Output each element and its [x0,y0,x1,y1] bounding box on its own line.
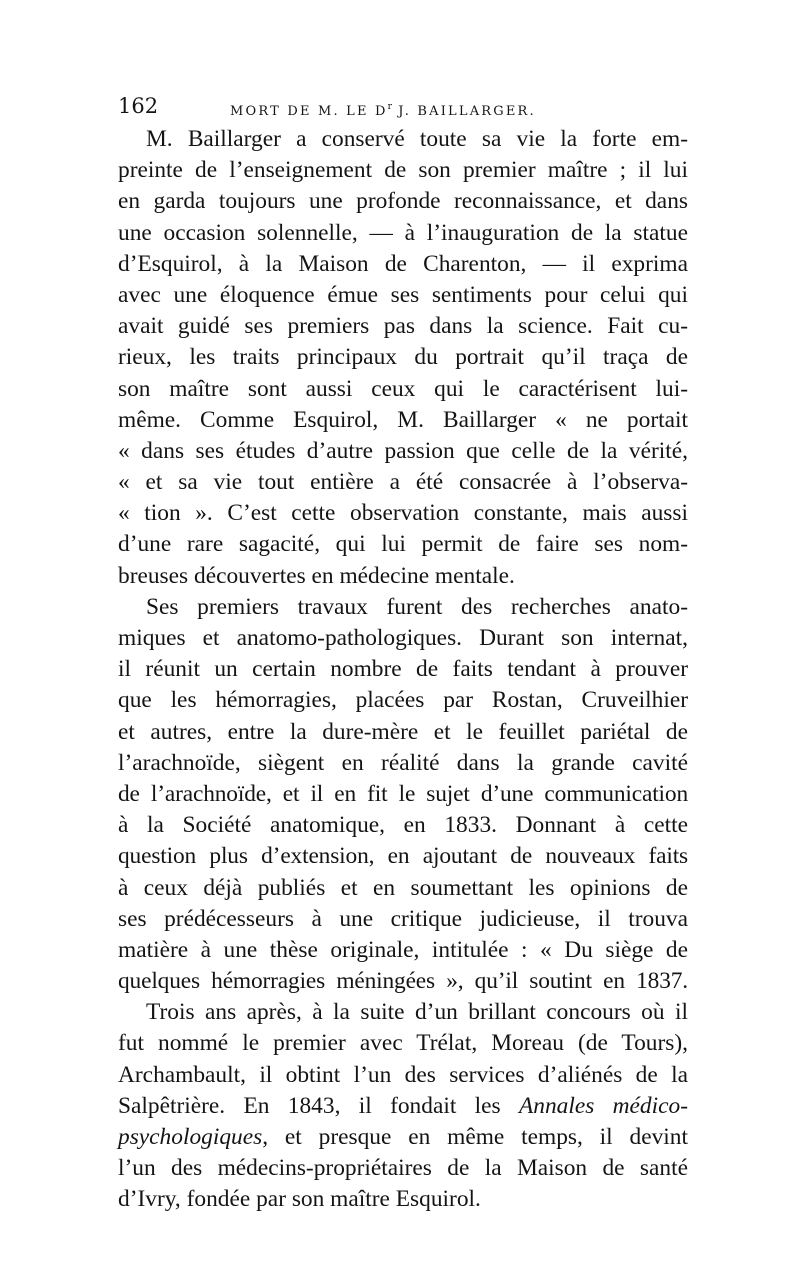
running-title-sup: r [387,102,392,112]
page-number: 162 [118,94,159,118]
journal-title-part: psychologiques [118,1124,263,1150]
text-line: avec une éloquence émue ses sentiments pour celui qui [118,281,688,308]
text-line: son maître sont aussi ceux qui le caractérisent lui- [118,375,688,402]
text-line: à ceux déjà publiés et en soumettant les opinions de [118,874,688,901]
text-line: M. Baillarger a conservé toute sa vie la forte em- [146,126,688,152]
body-text [118,124,688,1216]
text-line: même. Comme Esquirol, M. Baillarger « ne portait [118,406,688,433]
text-line: preinte de l’enseignement de son premier maître ; il lui [118,157,688,184]
text-line: d’Esquirol, à la Maison de Charenton, — il exprima [118,250,688,277]
text-line: « tion ». C’est cette observation constante, mais aussi [118,500,688,527]
text-line: quelques hémorragies méningées », qu’il soutint en 1837. [118,968,688,995]
text-line: une occasion solennelle, — à l’inauguration de la statue [118,219,688,246]
text-line: breuses découvertes en médecine mentale. [118,562,515,589]
text-line: Ses premiers travaux furent des recherches anato- [146,593,688,620]
text-line: question plus d’extension, en ajoutant de nouveaux faits [118,843,688,870]
text-line: il réunit un certain nombre de faits tendant à prouver [118,656,688,683]
text-line: l’arachnoïde, siègent en réalité dans la grande cavité [118,749,688,776]
text-segment: Salpêtrière. En 1843, il fondait les [118,1092,501,1119]
running-title-pre: MORT DE M. LE D [230,104,388,119]
text-line: Archambault, il obtint l’un des services d’aliénés de la [118,1061,688,1088]
running-title-post: J. BAILLARGER. [391,104,536,119]
running-title [230,97,536,122]
text-line: d’Ivry, fondée par son maître Esquirol. [118,1186,481,1213]
text-line: et autres, entre la dure-mère et le feuillet pariétal de [118,718,688,745]
text-segment: , et presque en même temps, il devint [262,1124,688,1150]
text-line: à la Société anatomique, en 1833. Donnant à cette [118,812,688,839]
text-line [118,1122,688,1153]
text-line: que les hémorragies, placées par Rostan, Cruveilhier [118,687,688,714]
text-line: rieux, les traits principaux du portrait qu’il traça de [118,344,688,371]
text-line: miques et anatomo-pathologiques. Durant son internat, [118,625,688,651]
text-line: en garda toujours une profonde reconnaissance, et dans [118,188,688,215]
text-line: de l’arachnoïde, et il en fit le sujet d’une communication [118,780,688,807]
text-line: « et sa vie tout entière a été consacrée à l’observa- [118,469,688,496]
text-line [118,1091,688,1122]
text-line: l’un des médecins-propriétaires de la Maison de santé [118,1155,688,1182]
text-line: avait guidé ses premiers pas dans la science. Fait cu- [118,313,688,340]
text-line: « dans ses études d’autre passion que celle de la vérité, [118,437,688,464]
text-line: fut nommé le premier avec Trélat, Moreau (de Tours), [118,1030,688,1057]
text-line: matière à une thèse originale, intitulée : « Du siège de [118,936,688,963]
text-line: Trois ans après, à la suite d’un brillant concours où il [146,999,688,1026]
page-header [118,94,688,118]
text-line: ses prédécesseurs à une critique judicieuse, il trouva [118,905,688,932]
journal-title-part: Annales médico- [518,1092,688,1119]
text-line: d’une rare sagacité, qui lui permit de faire ses nom- [118,531,688,558]
